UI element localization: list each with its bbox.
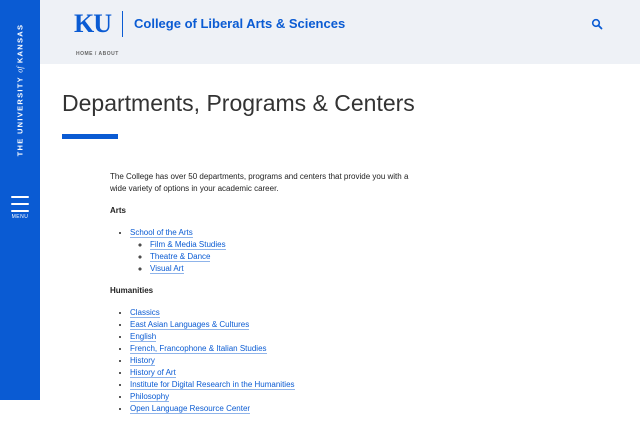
link-french-francophone-italian[interactable]: French, Francophone & Italian Studies xyxy=(130,344,267,353)
list-item xyxy=(130,319,410,331)
link-open-language-resource-center[interactable]: Open Language Resource Center xyxy=(130,404,251,413)
list-item xyxy=(130,343,410,355)
section-heading-humanities: Humanities xyxy=(110,286,154,295)
menu-button[interactable] xyxy=(0,194,40,224)
logo-divider xyxy=(122,11,123,37)
title-accent-bar xyxy=(62,134,118,139)
list-item xyxy=(130,379,410,391)
link-theatre-dance[interactable]: Theatre & Dance xyxy=(150,252,211,261)
list-item xyxy=(130,355,410,367)
main-content xyxy=(110,171,410,425)
site-title-link[interactable]: College of Liberal Arts & Sciences xyxy=(134,16,346,31)
search-icon[interactable] xyxy=(591,18,603,30)
list-item xyxy=(150,263,410,275)
link-digital-research-humanities[interactable]: Institute for Digital Research in the Humanities xyxy=(130,380,295,389)
list-item xyxy=(150,239,410,251)
link-classics[interactable]: Classics xyxy=(130,308,160,317)
list-item xyxy=(130,227,410,275)
university-prefix: THE UNIVERSITY xyxy=(15,76,25,157)
link-history-of-art[interactable]: History of Art xyxy=(130,368,176,377)
list-item xyxy=(130,403,410,415)
breadcrumb-separator: / xyxy=(94,51,97,57)
university-suffix: KANSAS xyxy=(15,23,25,64)
link-film-media-studies[interactable]: Film & Media Studies xyxy=(150,240,226,249)
menu-label: MENU xyxy=(11,214,29,220)
humanities-list xyxy=(110,307,410,415)
link-east-asian-languages[interactable]: East Asian Languages & Cultures xyxy=(130,320,250,329)
link-school-of-the-arts[interactable]: School of the Arts xyxy=(130,228,193,237)
list-item xyxy=(150,251,410,263)
breadcrumb xyxy=(76,51,119,57)
university-wordmark[interactable] xyxy=(16,24,25,157)
university-of: of xyxy=(15,66,25,73)
link-history[interactable]: History xyxy=(130,356,155,365)
ku-logo[interactable]: KU xyxy=(74,9,111,38)
link-visual-art[interactable]: Visual Art xyxy=(150,264,184,273)
breadcrumb-current: ABOUT xyxy=(98,51,119,57)
list-item xyxy=(130,331,410,343)
list-item xyxy=(130,307,410,319)
intro-text: The College has over 50 departments, programs and centers that provide you with a wide variety of options in your academic career. xyxy=(110,172,409,193)
list-item xyxy=(130,367,410,379)
link-english[interactable]: English xyxy=(130,332,157,341)
site-header xyxy=(40,0,640,64)
breadcrumb-home-link[interactable]: HOME xyxy=(76,51,93,57)
link-philosophy[interactable]: Philosophy xyxy=(130,392,170,401)
page-title: Departments, Programs & Centers xyxy=(62,90,415,116)
list-item xyxy=(130,391,410,403)
sidebar xyxy=(0,0,40,400)
hamburger-menu-icon xyxy=(11,196,29,212)
arts-sublist xyxy=(130,239,410,275)
arts-list xyxy=(110,227,410,275)
section-heading-arts: Arts xyxy=(110,206,127,215)
